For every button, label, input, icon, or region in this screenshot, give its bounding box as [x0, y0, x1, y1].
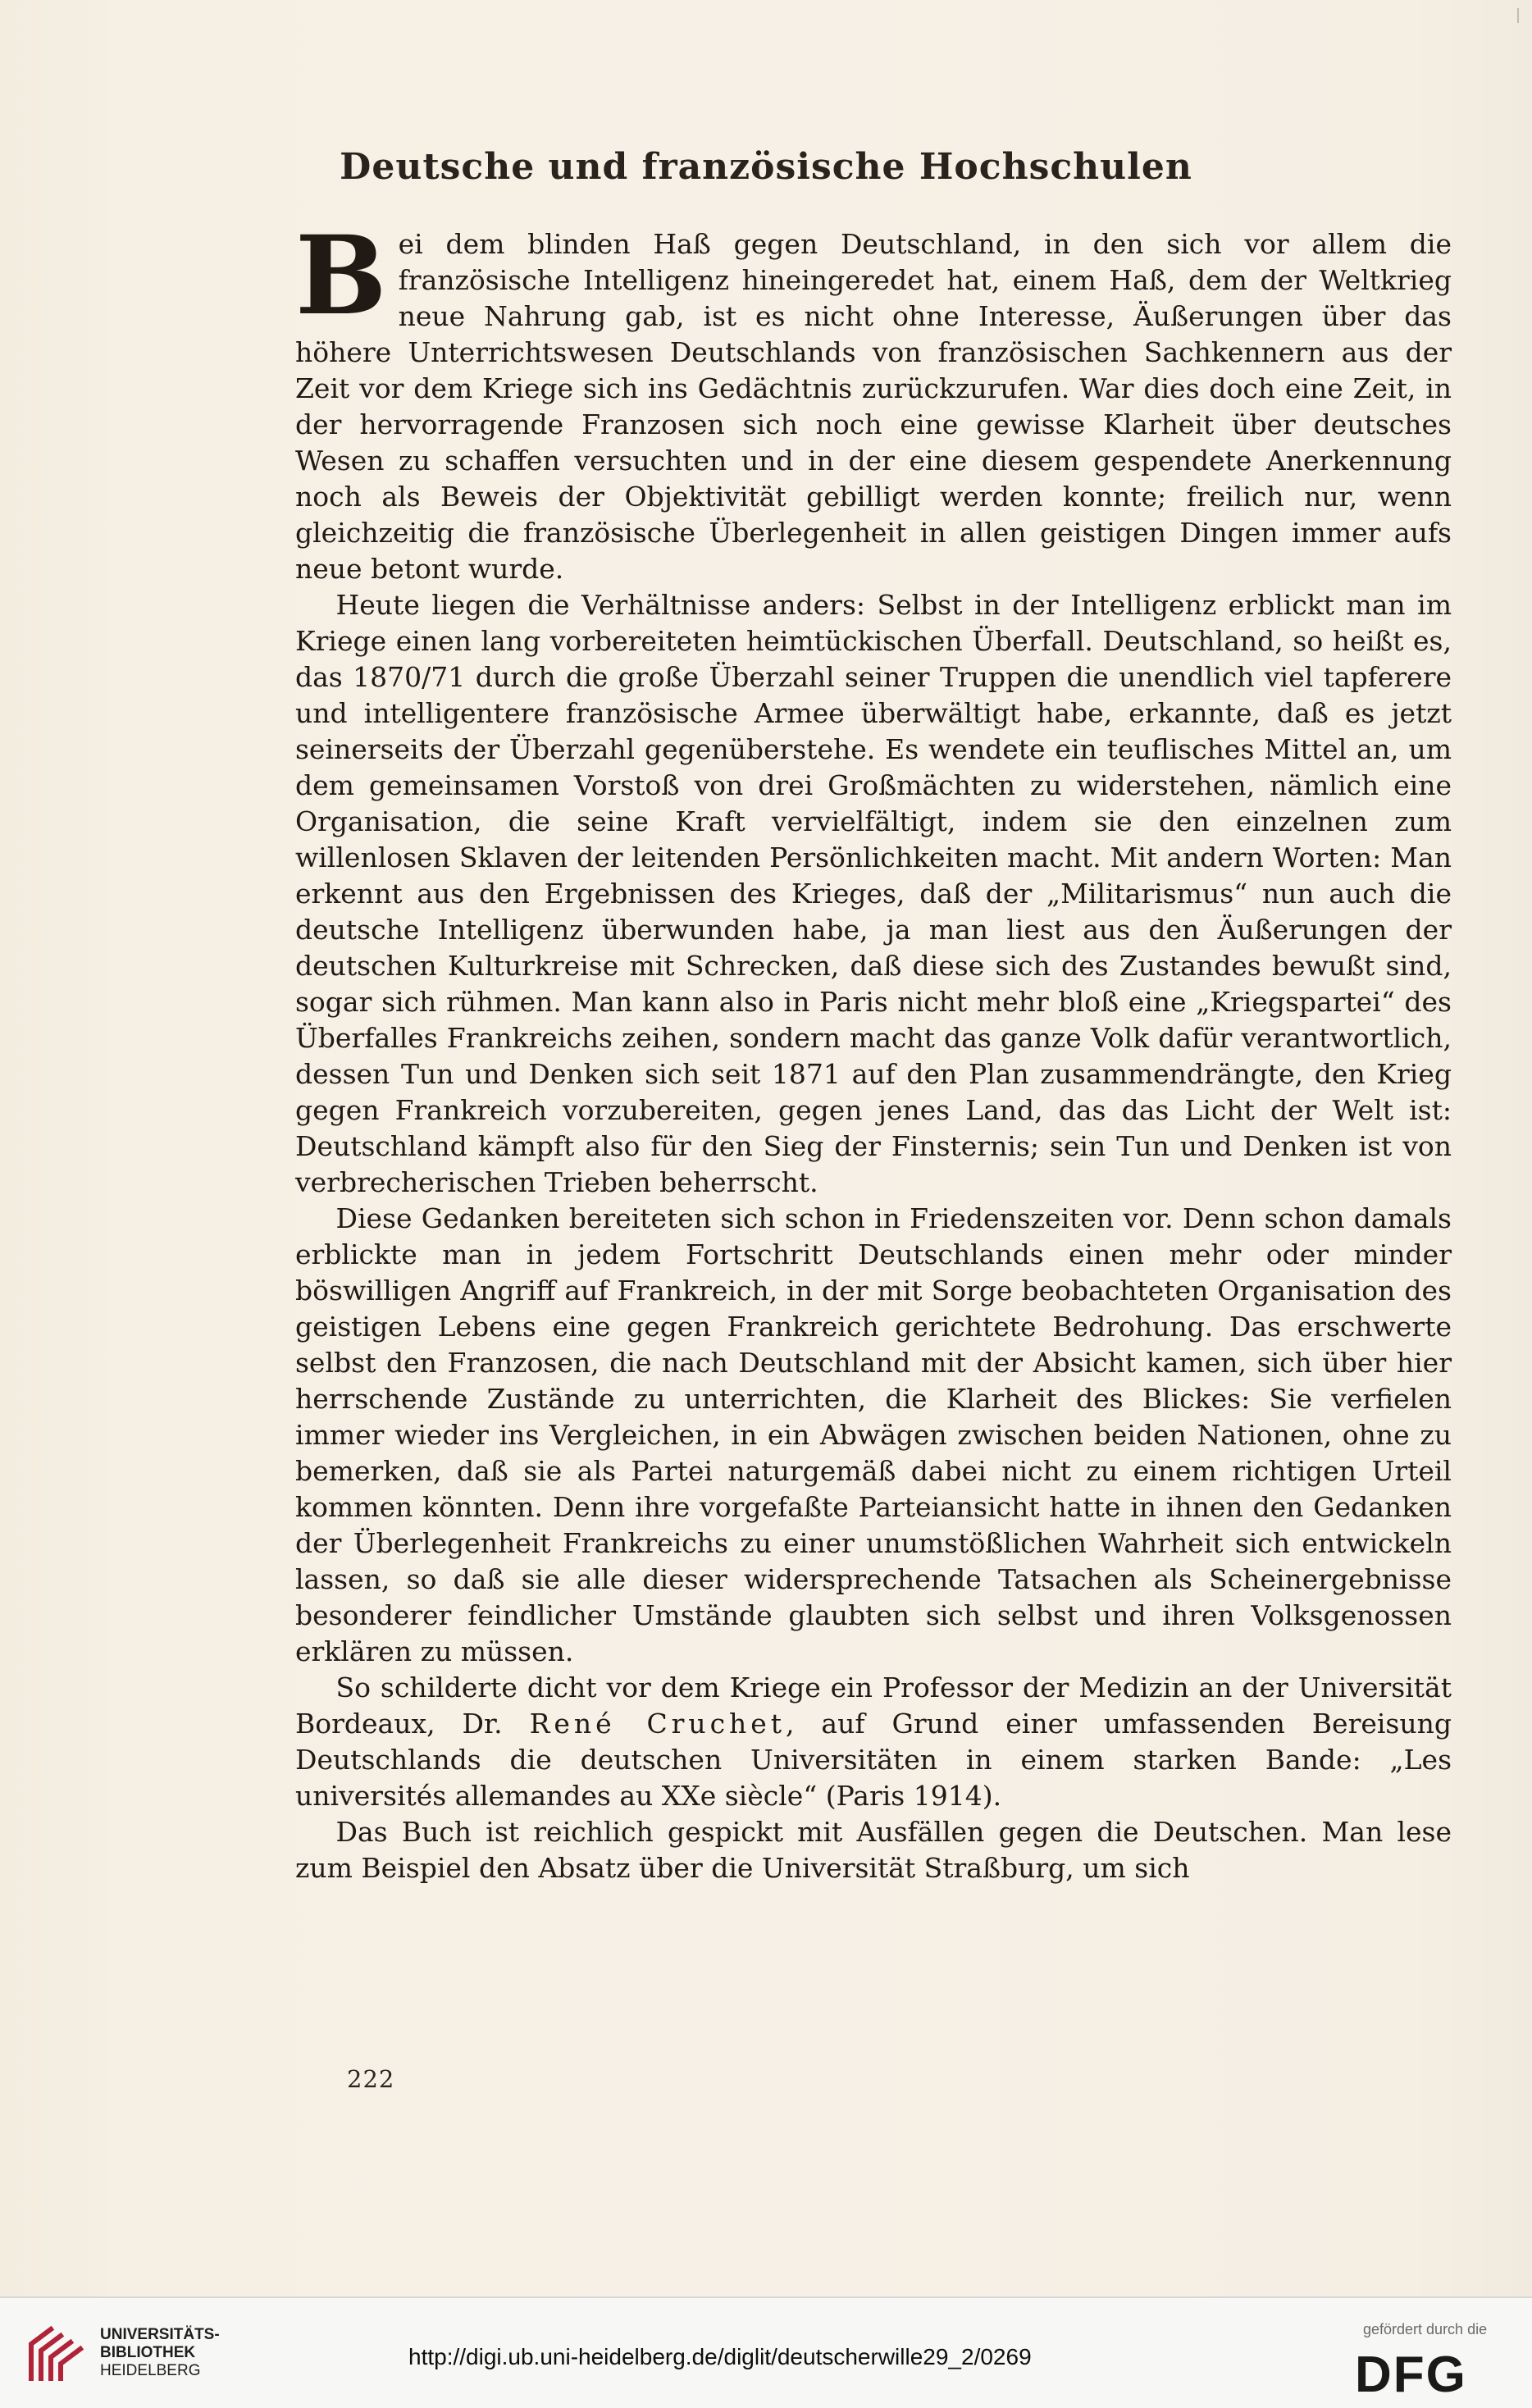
page-number: 222: [347, 2065, 395, 2093]
paragraph-4-after: , auf Grund einer umfassenden Bereisung Deutschlands die deutschen Universitäten in einem starken Bande: „Les universités allemandes au XXe siècle“ (Paris 1914).: [295, 1708, 1452, 1812]
article-body: [295, 212, 1452, 1886]
paragraph-1: [295, 212, 1452, 587]
library-name-line-1: UNIVERSITÄTS-: [100, 2326, 220, 2343]
paragraph-5: Das Buch ist reichlich gespickt mit Ausfällen gegen die Deutschen. Man lese zum Beispiel den Absatz über die Universität Straßburg, um sich: [295, 1816, 1452, 1884]
author-name: René Cruchet: [529, 1708, 786, 1740]
page-edge-mark: [1517, 8, 1519, 23]
funded-by-label: gefördert durch die: [1363, 2321, 1488, 2337]
drop-cap: B: [295, 212, 387, 340]
paragraph-4: [295, 1670, 1452, 1814]
heidelberg-library-logo-icon[interactable]: [23, 2321, 89, 2387]
document-url-link[interactable]: http://digi.ub.uni-heidelberg.de/diglit/deutscherwille29_2/0269: [408, 2344, 1032, 2369]
paragraph-3: Diese Gedanken bereiteten sich schon in Friedenszeiten vor. Denn schon damals erblickte man in jedem Fortschritt Deutschlands einen mehr oder minder böswilligen Angriff auf Frankreich, in der mit Sorge beobachteten Organisation des geistigen Lebens eine gegen Frankreich gerichtete Bedrohung. Das erschwerte selbst den Franzosen, die nach Deutschland mit der Absicht kamen, sich über hier herrschende Zustände zu unterrichten, die Klarheit des Blickes: Sie verfielen immer wieder ins Vergleichen, in ein Abwägen zwischen beiden Nationen, ohne zu bemerken, daß sie als Partei naturgemäß dabei nicht zu einem richtigen Urteil kommen könnten. Denn ihre vorgefaßte Parteiansicht hatte in ihnen den Gedanken der Überlegenheit Frankreichs zu einer unumstößlichen Wahrheit sich entwickeln lassen, so daß sie alle dieser widersprechende Tatsachen als Scheinergebnisse besonderer feindlicher Umstände glaubten sich selbst und ihren Volksgenossen erklären zu müssen.: [295, 1202, 1452, 1667]
viewer-footer: [0, 2296, 1532, 2408]
library-name[interactable]: [100, 2326, 220, 2380]
paragraph-1-text: ei dem blinden Haß gegen Deutschland, in den sich vor allem die französische Intelligenz hineingeredet hat, einem Haß, dem der Weltkrieg neue Nahrung gab, ist es nicht ohne Interesse, Äußerungen über das höhere Unterrichtswesen Deutschlands von französischen Sachkennern aus der Zeit vor dem Kriege sich ins Gedächtnis zurückzurufen. War dies doch eine Zeit, in der hervorragende Franzosen sich noch eine gewisse Klarheit über deutsches Wesen zu schaffen versuchten und in der eine diesem gespendete Anerkennung noch als Beweis der Objektivität gebilligt werden konnte; freilich nur, wenn gleichzeitig die französische Überlegenheit in allen geistigen Dingen immer aufs neue betont wurde.: [295, 228, 1452, 585]
library-name-line-2: BIBLIOTHEK: [100, 2344, 196, 2361]
paragraph-4-before: So schilderte dicht vor dem Kriege ein Professor der Medizin an der Universität Bordeaux, Dr.: [295, 1671, 1452, 1740]
dfg-logo[interactable]: DFG: [1355, 2346, 1467, 2403]
library-name-line-3: HEIDELBERG: [100, 2362, 201, 2379]
paragraph-2: Heute liegen die Verhältnisse anders: Selbst in der Intelligenz erblickt man im Kriege einen lang vorbereiteten heimtückischen Überfall. Deutschland, so heißt es, das 1870/71 durch die große Überzahl seiner Truppen die unendlich viel tapferere und intelligentere französische Armee überwältigt habe, erkannte, daß es jetzt seinerseits der Überzahl gegenüberstehe. Es wendete ein teuflisches Mittel an, um dem gemeinsamen Vorstoß von drei Großmächten zu widerstehen, nämlich eine Organisation, die seine Kraft vervielfältigt, indem sie den einzelnen zum willenlosen Sklaven der leitenden Persönlichkeiten macht. Mit andern Worten: Man erkennt aus den Ergebnissen des Krieges, daß der „Militarismus“ nun auch die deutsche Intelligenz überwunden habe, ja man liest aus den Äußerungen der deutschen Kulturkreise mit Schrecken, daß diese sich des Zustandes bewußt sind, sogar sich rühmen. Man kann also in Paris nicht mehr bloß eine „Kriegspartei“ des Überfalles Frankreichs zeihen, sondern macht das ganze Volk dafür verantwortlich, dessen Tun und Denken sich seit 1871 auf den Plan zusammendrängte, den Krieg gegen Frankreich vorzubereiten, gegen jenes Land, das das Licht der Welt ist: Deutschland kämpft also für den Sieg der Finsternis; sein Tun und Denken ist von verbrecherischen Trieben beherrscht.: [295, 589, 1452, 1198]
page-title: Deutsche und französische Hochschulen: [340, 146, 1192, 188]
